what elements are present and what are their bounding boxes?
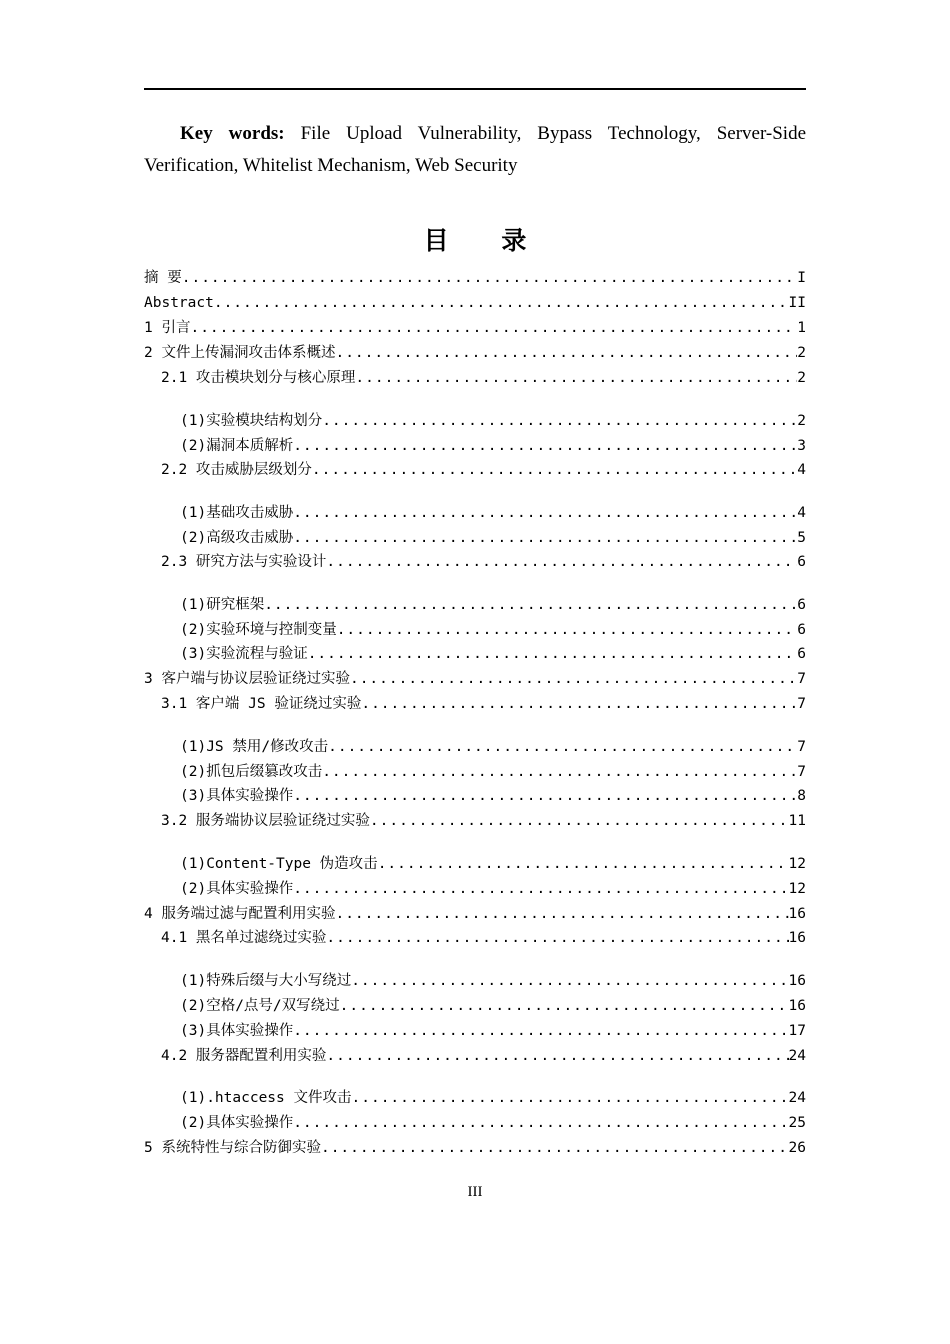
toc-entry-title: 2 文件上传漏洞攻击体系概述 <box>144 345 336 361</box>
toc-entry-title: (2)具体实验操作 <box>180 881 294 897</box>
toc-entry-title: 3.2 服务端协议层验证绕过实验 <box>161 813 370 829</box>
toc-dot-leader <box>361 694 797 714</box>
toc-entry[interactable] <box>144 293 806 313</box>
toc-entry-title: (2)抓包后缀篡改攻击 <box>180 764 323 780</box>
toc-entry[interactable] <box>144 996 806 1016</box>
toc-entry-title: (1)实验模块结构划分 <box>180 413 323 429</box>
toc-dot-leader <box>190 318 797 338</box>
toc-dot-leader <box>355 368 797 388</box>
toc-dot-leader <box>337 620 798 640</box>
toc-entry-page: 2 <box>797 413 806 429</box>
header-rule <box>144 88 806 90</box>
page-number: III <box>467 1184 483 1200</box>
toc-entry-title: (1)研究框架 <box>180 597 265 613</box>
toc-entry-title: 2.2 攻击威胁层级划分 <box>161 462 312 478</box>
toc-entry-title: 2.3 研究方法与实验设计 <box>161 554 327 570</box>
toc-entry[interactable] <box>144 343 806 363</box>
toc-entry[interactable] <box>144 1021 806 1041</box>
toc-dot-leader <box>350 669 797 689</box>
toc-entry-title: 4.2 服务器配置利用实验 <box>161 1048 327 1064</box>
toc-entry-page: I <box>797 270 806 286</box>
toc-dot-leader <box>312 460 797 480</box>
toc-entry-title: (2)高级攻击威胁 <box>180 530 294 546</box>
toc-entry[interactable] <box>144 595 806 615</box>
toc-dot-leader <box>335 904 788 924</box>
toc-dot-leader <box>293 503 797 523</box>
toc-entry[interactable] <box>144 620 806 640</box>
toc-entry-page: 16 <box>788 906 806 922</box>
toc-entry[interactable] <box>144 669 806 689</box>
toc-entry-page: 7 <box>797 696 806 712</box>
toc-entry[interactable] <box>144 1088 806 1108</box>
toc-entry[interactable] <box>144 552 806 572</box>
toc-entry-page: 7 <box>797 671 806 687</box>
keywords-label: Key words: <box>180 123 285 144</box>
toc-entry-title: Abstract <box>144 295 214 311</box>
toc-entry-page: 6 <box>797 622 806 638</box>
toc-entry-page: 4 <box>797 462 806 478</box>
toc-entry[interactable] <box>144 268 806 288</box>
toc-entry[interactable] <box>144 904 806 924</box>
toc-entry-page: 12 <box>788 881 806 897</box>
toc-entry-title: (1).htaccess 文件攻击 <box>180 1090 352 1106</box>
toc-entry-page: 26 <box>788 1140 806 1156</box>
toc-entry-title: 2.1 攻击模块划分与核心原理 <box>161 370 356 386</box>
toc-dot-leader <box>340 996 789 1016</box>
toc-dot-leader <box>378 854 789 874</box>
toc-entry-page: 7 <box>797 764 806 780</box>
toc-entry-page: 17 <box>788 1023 806 1039</box>
toc-entry-title: 摘 要 <box>144 270 182 286</box>
toc-dot-leader <box>335 343 797 363</box>
toc-title: 目 录 <box>423 226 549 255</box>
toc-entry-page: 6 <box>797 646 806 662</box>
toc-entry-title: 1 引言 <box>144 320 191 336</box>
toc-entry[interactable] <box>144 854 806 874</box>
toc-entry-page: 6 <box>797 597 806 613</box>
toc-dot-leader <box>351 971 788 991</box>
toc-entry-page: 25 <box>788 1115 806 1131</box>
toc-entry[interactable] <box>144 971 806 991</box>
toc-entry-title: 4.1 黑名单过滤绕过实验 <box>161 930 327 946</box>
toc-entry-title: (2)空格/点号/双写绕过 <box>180 998 340 1014</box>
toc-entry-title: 5 系统特性与综合防御实验 <box>144 1140 321 1156</box>
toc-entry-page: 8 <box>797 788 806 804</box>
toc-dot-leader <box>293 528 797 548</box>
toc-dot-leader <box>182 268 798 288</box>
toc-dot-leader <box>293 786 797 806</box>
toc-entry-page: 3 <box>797 438 806 454</box>
toc-dot-leader <box>328 737 797 757</box>
toc-entry-title: (1)特殊后缀与大小写绕过 <box>180 973 352 989</box>
keywords-paragraph <box>144 118 806 182</box>
toc-entry[interactable] <box>144 737 806 757</box>
keywords-text: File Upload Vulnerability, Bypass Technology, Server-Side Verification, Whitelist Mechanism, Web Security <box>144 123 807 176</box>
toc-dot-leader <box>293 1021 788 1041</box>
toc-entry-page: 6 <box>797 554 806 570</box>
toc-dot-leader <box>293 879 788 899</box>
toc-entry[interactable] <box>144 1138 806 1158</box>
toc-entry[interactable] <box>144 368 806 388</box>
toc-entry-page: 4 <box>797 505 806 521</box>
toc-entry-title: (1)Content-Type 伪造攻击 <box>180 856 378 872</box>
toc-entry-title: (2)具体实验操作 <box>180 1115 294 1131</box>
toc-entry-page: 2 <box>797 345 806 361</box>
toc-entry-page: 11 <box>788 813 806 829</box>
toc-entry[interactable] <box>144 318 806 338</box>
toc-dot-leader <box>352 1088 789 1108</box>
toc-entry-title: 3.1 客户端 JS 验证绕过实验 <box>161 696 362 712</box>
toc-entry-page: 2 <box>797 370 806 386</box>
toc-entry[interactable] <box>144 1046 806 1066</box>
toc-entry[interactable] <box>144 436 806 456</box>
toc-entry[interactable] <box>144 411 806 431</box>
toc-entry-title: (3)具体实验操作 <box>180 788 294 804</box>
toc-entry-page: 16 <box>788 973 806 989</box>
toc-entry[interactable] <box>144 503 806 523</box>
toc-entry[interactable] <box>144 644 806 664</box>
toc-entry-title: (1)基础攻击威胁 <box>180 505 294 521</box>
toc-dot-leader <box>326 928 788 948</box>
toc-entry[interactable] <box>144 879 806 899</box>
toc-entry-page: 16 <box>788 930 806 946</box>
toc-entry-page: 24 <box>788 1048 806 1064</box>
toc-entry-title: 4 服务端过滤与配置利用实验 <box>144 906 336 922</box>
toc-dot-leader <box>322 762 797 782</box>
toc-dot-leader <box>370 811 789 831</box>
toc-entry-title: (3)具体实验操作 <box>180 1023 294 1039</box>
toc-entry-page: II <box>788 295 806 311</box>
toc-entry-title: (2)漏洞本质解析 <box>180 438 294 454</box>
toc-entry-title: (1)JS 禁用/修改攻击 <box>180 739 329 755</box>
toc-entry-page: 7 <box>797 739 806 755</box>
toc-entry-page: 1 <box>797 320 806 336</box>
toc-entry[interactable] <box>144 528 806 548</box>
toc-dot-leader <box>264 595 797 615</box>
toc-entry-title: (3)实验流程与验证 <box>180 646 308 662</box>
toc-entry-page: 5 <box>797 530 806 546</box>
toc-entry-page: 24 <box>788 1090 806 1106</box>
toc-entry-title: 3 客户端与协议层验证绕过实验 <box>144 671 350 687</box>
toc-entry-title: (2)实验环境与控制变量 <box>180 622 337 638</box>
toc-entry[interactable] <box>144 694 806 714</box>
toc-entry[interactable] <box>144 1113 806 1133</box>
toc-entry[interactable] <box>144 762 806 782</box>
toc-entry-page: 16 <box>788 998 806 1014</box>
toc-dot-leader <box>293 436 797 456</box>
toc-dot-leader <box>326 1046 788 1066</box>
toc-entry-page: 12 <box>788 856 806 872</box>
toc-dot-leader <box>293 1113 788 1133</box>
toc-entry[interactable] <box>144 786 806 806</box>
toc-entry[interactable] <box>144 460 806 480</box>
toc-dot-leader <box>308 644 798 664</box>
toc-dot-leader <box>321 1138 789 1158</box>
toc-dot-leader <box>214 293 789 313</box>
toc-dot-leader <box>326 552 797 572</box>
toc-entry[interactable] <box>144 928 806 948</box>
toc-entry[interactable] <box>144 811 806 831</box>
toc-dot-leader <box>322 411 797 431</box>
